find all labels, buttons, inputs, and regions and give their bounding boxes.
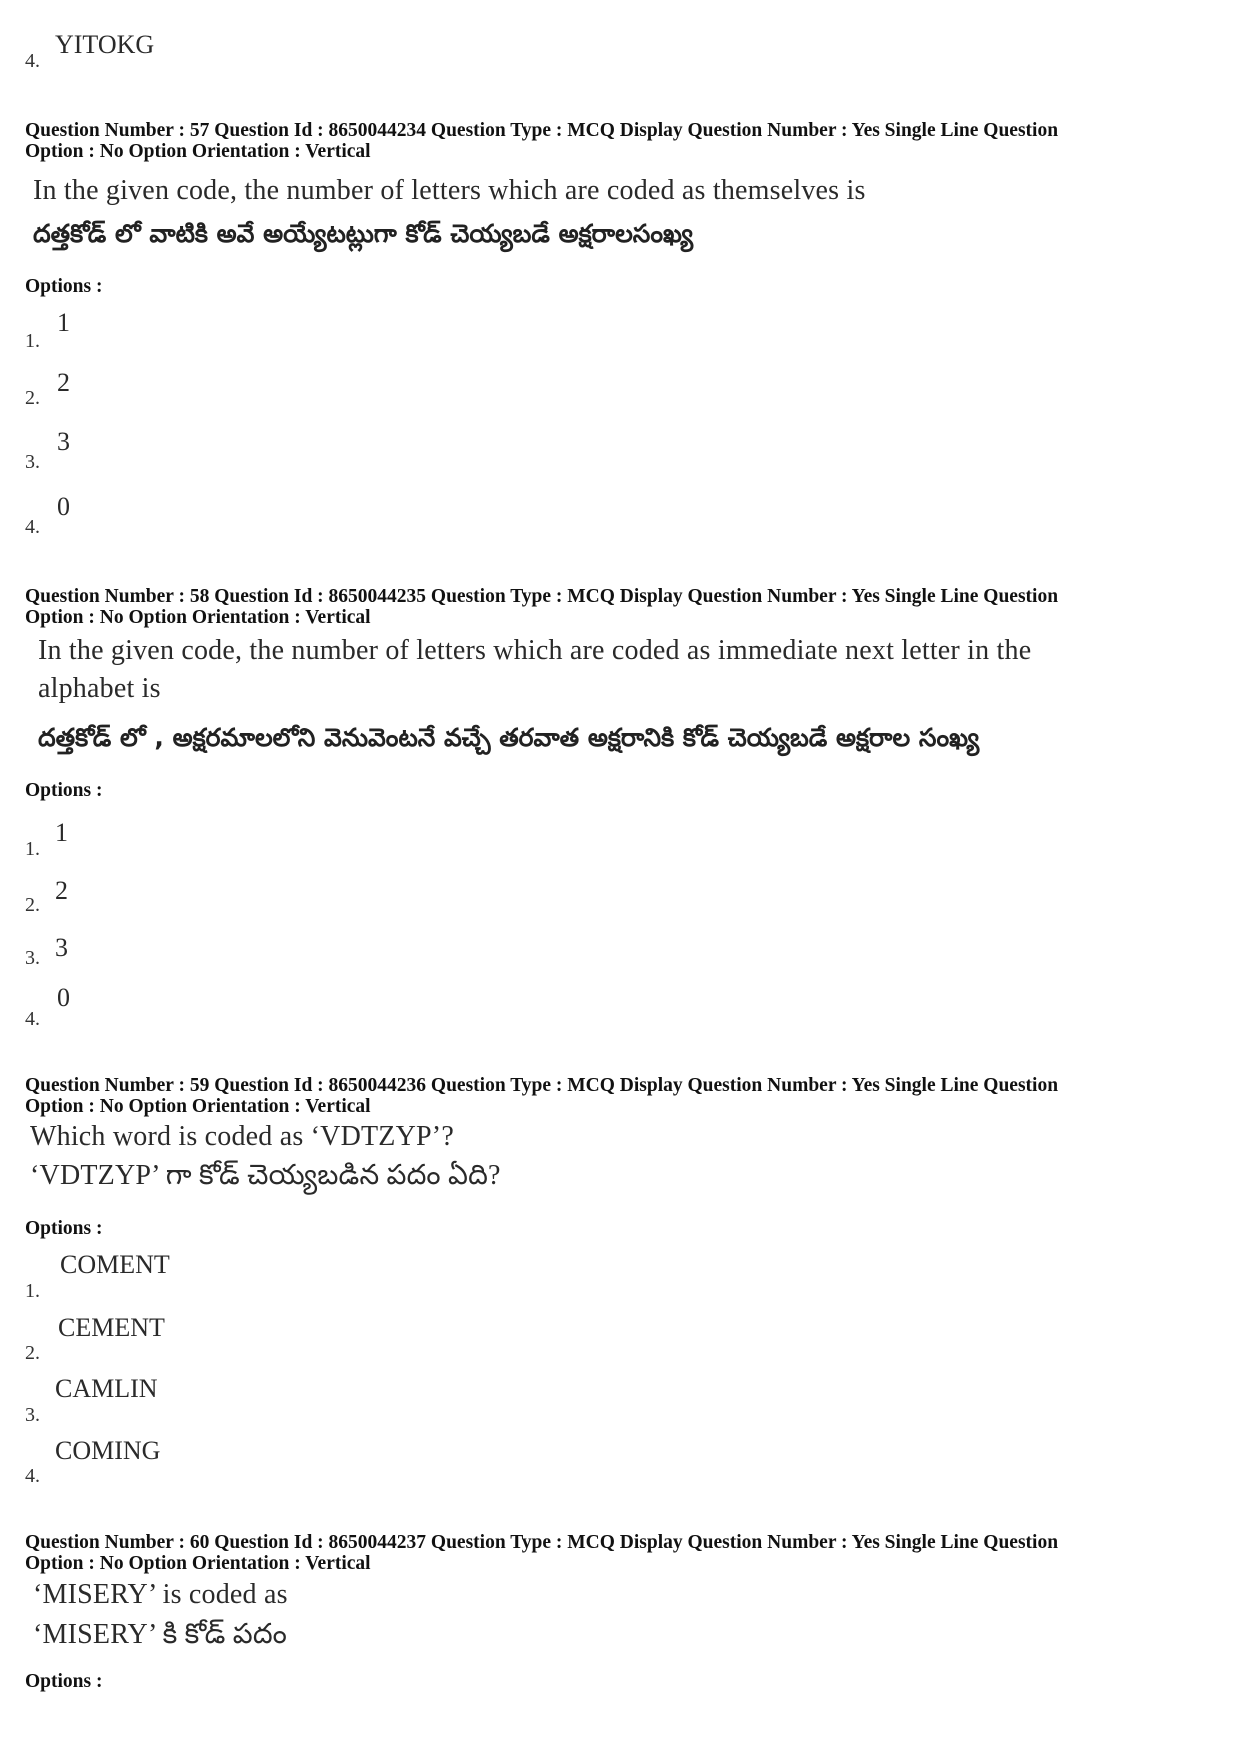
option-text: 2 (55, 876, 68, 905)
question-60-text-en: ‘MISERY’ is coded as (33, 1579, 288, 1610)
meta-line-2: Option : No Option Orientation : Vertical (25, 607, 371, 628)
options-label: Options : (25, 1671, 103, 1692)
question-59-meta (25, 1075, 1225, 1117)
options-label: Options : (25, 1218, 103, 1239)
meta-line-1: Question Number : 57 Question Id : 8650044234 Question Type : MCQ Display Question Number : Yes Single Line Question (25, 120, 1059, 141)
question-60-text-te: ‘MISERY’ కి కోడ్ పదం (33, 1619, 288, 1650)
meta-line-2: Option : No Option Orientation : Vertical (25, 1553, 371, 1574)
option-text: COMENT (60, 1250, 170, 1279)
option-text: YITOKG (55, 30, 155, 59)
options-label: Options : (25, 780, 103, 801)
meta-line-1: Question Number : 59 Question Id : 8650044236 Question Type : MCQ Display Question Number : Yes Single Line Question (25, 1075, 1059, 1096)
option-number: 4. (25, 50, 40, 72)
option-number: 2. (25, 387, 40, 409)
option-number: 2. (25, 1342, 40, 1364)
option-text: 0 (57, 983, 70, 1012)
option-number: 3. (25, 947, 40, 969)
meta-line-2: Option : No Option Orientation : Vertical (25, 141, 371, 162)
option-number: 1. (25, 1280, 40, 1302)
option-text: CAMLIN (55, 1374, 158, 1403)
question-58-text-en-1: In the given code, the number of letters which are coded as immediate next letter in the (38, 635, 1032, 666)
question-59-text-en: Which word is coded as ‘VDTZYP’? (30, 1121, 454, 1152)
meta-line-1: Question Number : 60 Question Id : 8650044237 Question Type : MCQ Display Question Number : Yes Single Line Question (25, 1532, 1059, 1553)
question-57-text-en: In the given code, the number of letters which are coded as themselves is (33, 175, 866, 206)
option-number: 4. (25, 516, 40, 538)
option-number: 1. (25, 838, 40, 860)
option-number: 2. (25, 894, 40, 916)
question-57-meta (25, 120, 1225, 162)
question-58-text-te: దత్తకోడ్ లో , అక్షరమాలలోని వెనువెంటనే వచ్చే తరవాత అక్షరానికి కోడ్ చెయ్యబడే అక్షరాల సంఖ్య (38, 723, 980, 752)
question-57-text-te: దత్తకోడ్ లో వాటికి అవే అయ్యేటట్లుగా కోడ్ చెయ్యబడే అక్షరాలసంఖ్య (33, 219, 694, 248)
question-58-meta (25, 586, 1225, 628)
option-number: 4. (25, 1008, 40, 1030)
meta-line-2: Option : No Option Orientation : Vertical (25, 1096, 371, 1117)
option-number: 3. (25, 1404, 40, 1426)
option-number: 4. (25, 1465, 40, 1487)
option-text: CEMENT (58, 1313, 165, 1342)
option-text: 0 (57, 492, 70, 521)
option-text: 1 (57, 308, 70, 337)
meta-line-1: Question Number : 58 Question Id : 8650044235 Question Type : MCQ Display Question Number : Yes Single Line Question (25, 586, 1059, 607)
question-60-meta (25, 1532, 1225, 1574)
option-number: 1. (25, 330, 40, 352)
option-text: 3 (57, 427, 70, 456)
question-58-text-en-2: alphabet is (38, 673, 161, 704)
option-text: COMING (55, 1436, 161, 1465)
option-text: 3 (55, 933, 68, 962)
question-59-text-te: ‘VDTZYP’ గా కోడ్ చెయ్యబడిన పదం ఏది? (30, 1160, 501, 1191)
option-text: 2 (57, 368, 70, 397)
option-number: 3. (25, 451, 40, 473)
option-text: 1 (55, 818, 68, 847)
options-label: Options : (25, 276, 103, 297)
